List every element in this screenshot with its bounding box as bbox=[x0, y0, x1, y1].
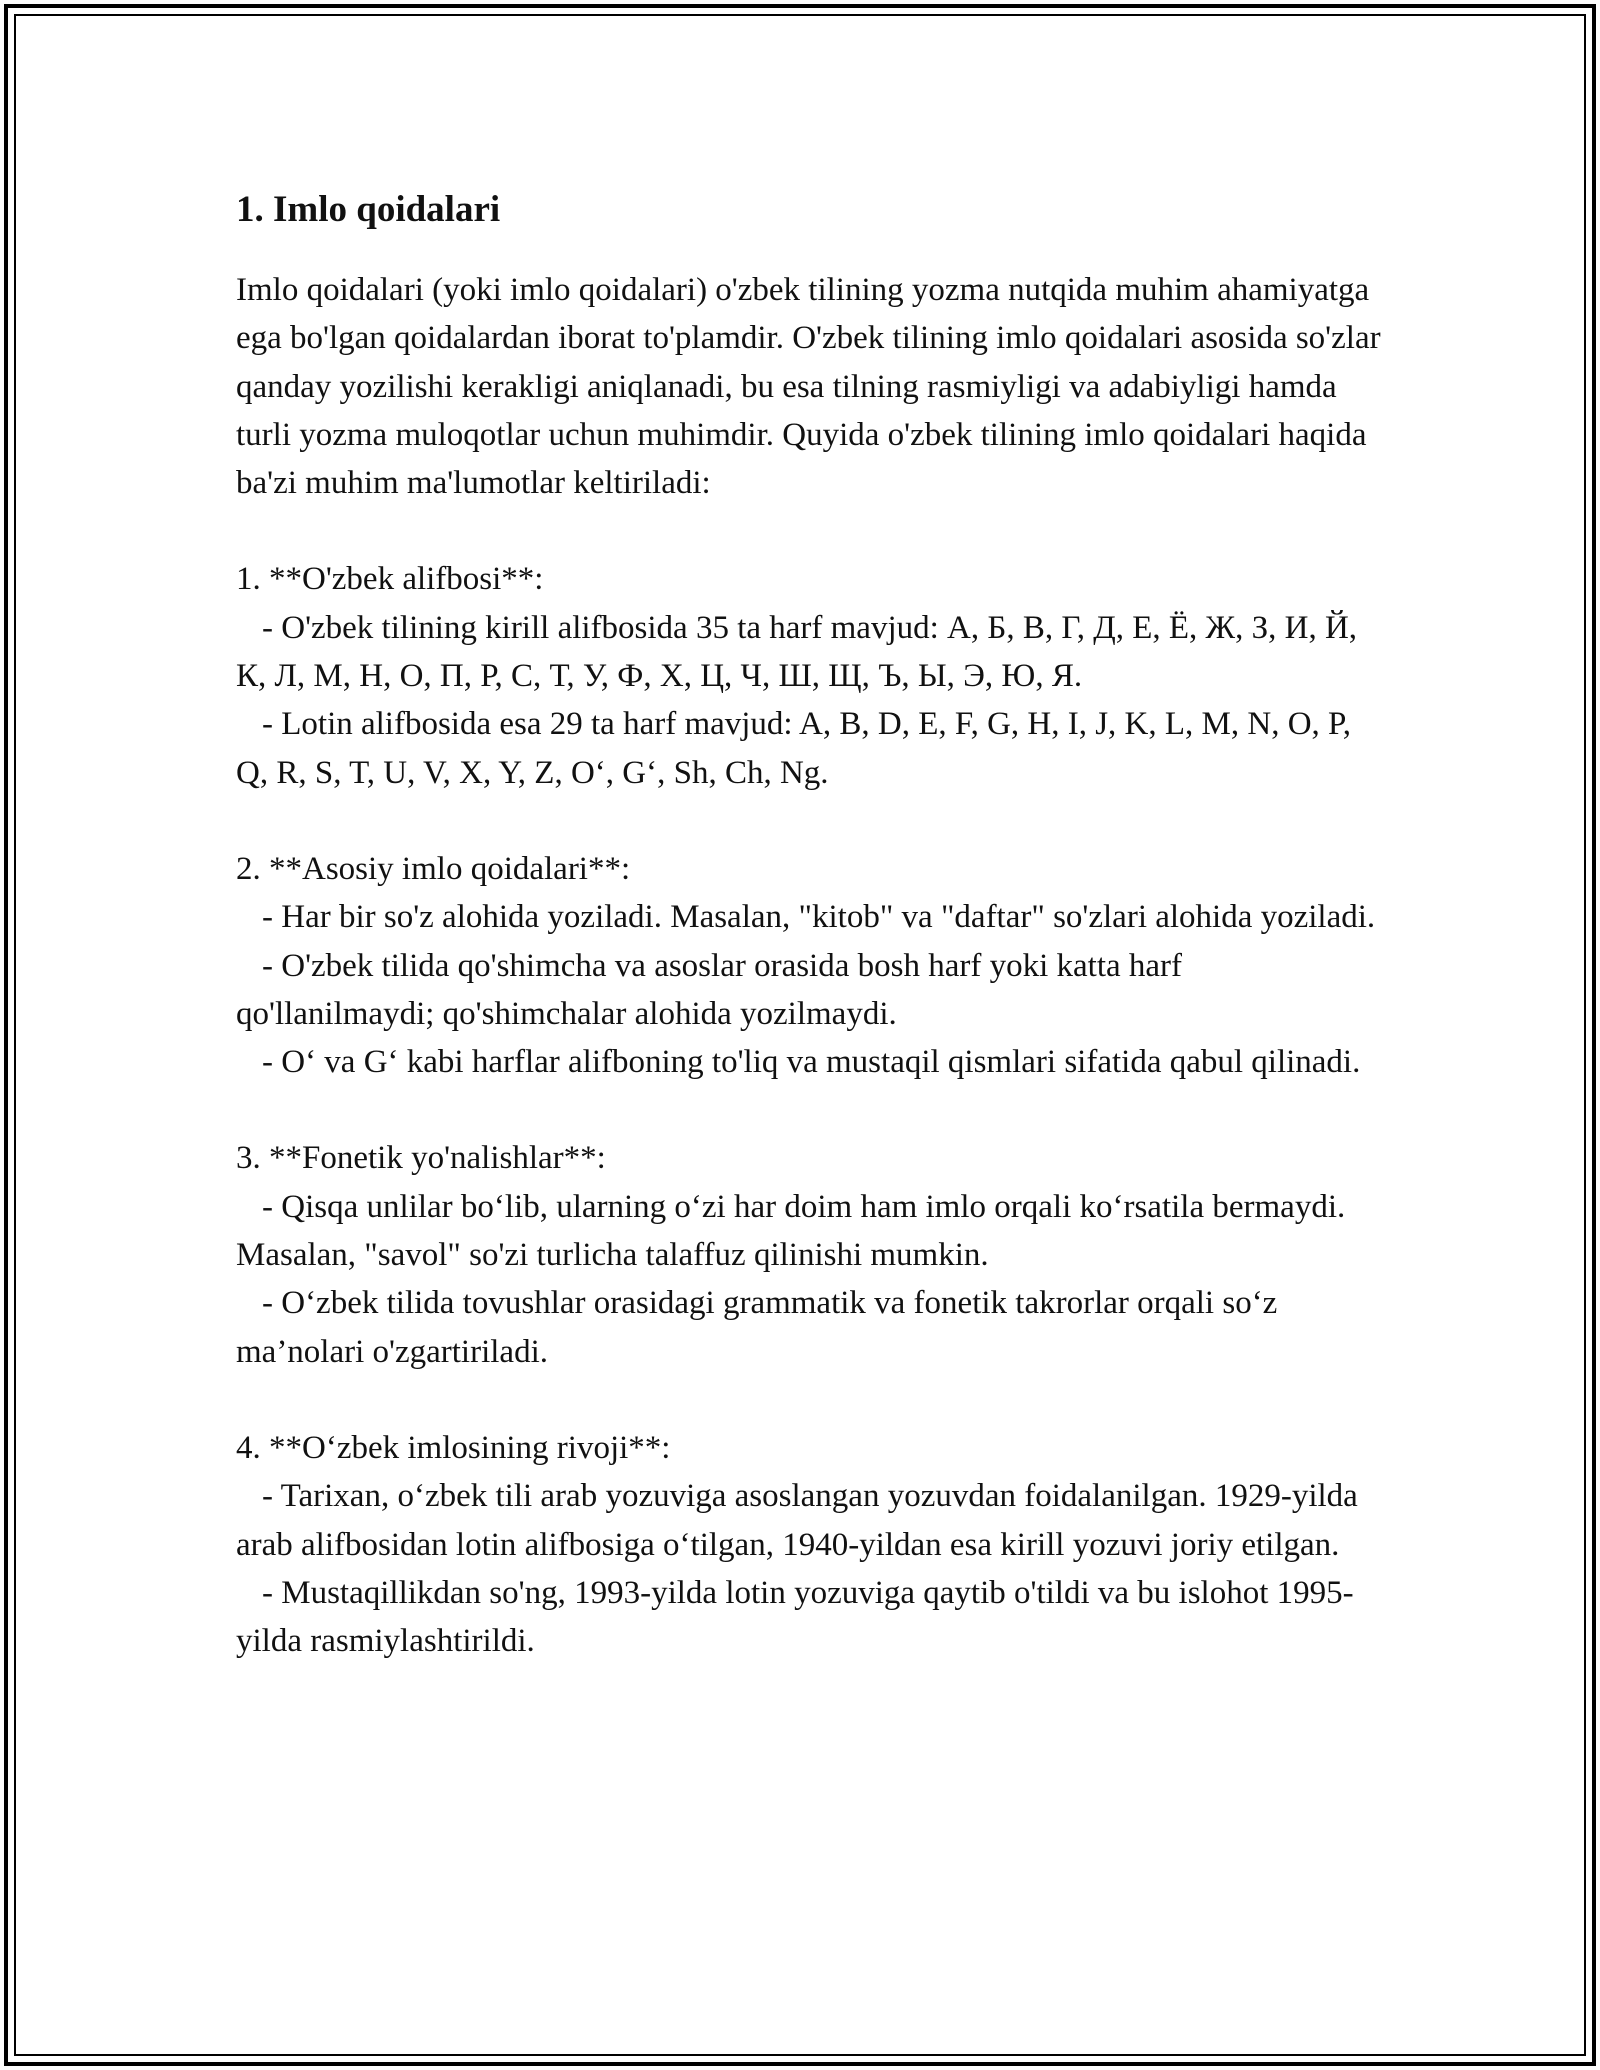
section-alphabet bbox=[236, 555, 1386, 796]
section-history bbox=[236, 1424, 1386, 1665]
document-body bbox=[236, 186, 1386, 1713]
list-item: - Qisqa unlilar bo‘lib, ularning o‘zi har doim ham imlo orqali ko‘rsatila bermaydi. Masalan, "savol" so'zi turlicha talaffuz qilinishi mumkin. bbox=[236, 1188, 1346, 1274]
list-item: - Har bir so'z alohida yoziladi. Masalan, "kitob" va "daftar" so'zlari alohida yoziladi. bbox=[262, 899, 1376, 936]
list-item: - Tarixan, o‘zbek tili arab yozuviga asoslangan yozuvdan foidalanilgan. 1929-yilda arab alifbosidan lotin alifbosiga o‘tilgan, 1940-yildan esa kirill yozuvi joriy etilgan. bbox=[236, 1478, 1358, 1563]
section-basic-rules bbox=[236, 845, 1386, 1086]
section-heading: 3. **Fonetik yo'nalishlar**: bbox=[236, 1140, 606, 1177]
section-heading: 4. **O‘zbek imlosining rivoji**: bbox=[236, 1429, 671, 1466]
list-item: - Mustaqillikdan so'ng, 1993-yilda lotin yozuviga qaytib o'tildi va bu islohot 1995-yilda rasmiylashtirildi. bbox=[236, 1574, 1354, 1660]
document-title: 1. Imlo qoidalari bbox=[236, 189, 501, 230]
list-item: - O‘ va G‘ kabi harflar alifboning to'liq va mustaqil qismlari sifatida qabul qilinadi. bbox=[262, 1044, 1361, 1081]
intro-paragraph: Imlo qoidalari (yoki imlo qoidalari) o'zbek tilining yozma nutqida muhim ahamiyatga ega bo'lgan qoidalardan iborat to'plamdir. O'zbek tilining imlo qoidalari asosida so'zlar qanday yozilishi kerakligi aniqlanadi, bu esa tilning rasmiyligi va adabiyligi hamda turli yozma muloqotlar uchun muhimdir. Quyida o'zbek tilining imlo qoidalari haqida ba'zi muhim ma'lumotlar keltiriladi: bbox=[236, 272, 1381, 502]
list-item: - O'zbek tilining kirill alifbosida 35 ta harf mavjud: А, Б, В, Г, Д, Е, Ё, Ж, З, И, Й, К, Л, М, Н, О, П, Р, С, Т, У, Ф, Х, Ц, Ч, Ш, Щ, Ъ, Ы, Э, Ю, Я. bbox=[236, 609, 1358, 695]
list-item: - Lotin alifbosida esa 29 ta harf mavjud: A, B, D, E, F, G, H, I, J, K, L, M, N, O, P, Q, R, S, T, U, V, X, Y, Z, O‘, G‘, Sh, Ch, Ng. bbox=[236, 706, 1351, 791]
section-heading: 1. **O'zbek alifbosi**: bbox=[236, 561, 544, 598]
section-heading: 2. **Asosiy imlo qoidalari**: bbox=[236, 850, 631, 887]
section-phonetic bbox=[236, 1134, 1386, 1375]
list-item: - O'zbek tilida qo'shimcha va asoslar orasida bosh harf yoki katta harf qo'llanilmaydi; qo'shimchalar alohida yozilmaydi. bbox=[236, 947, 1183, 1032]
list-item: - O‘zbek tilida tovushlar orasidagi grammatik va fonetik takrorlar orqali so‘z ma’nolari o'zgartiriladi. bbox=[236, 1285, 1278, 1370]
